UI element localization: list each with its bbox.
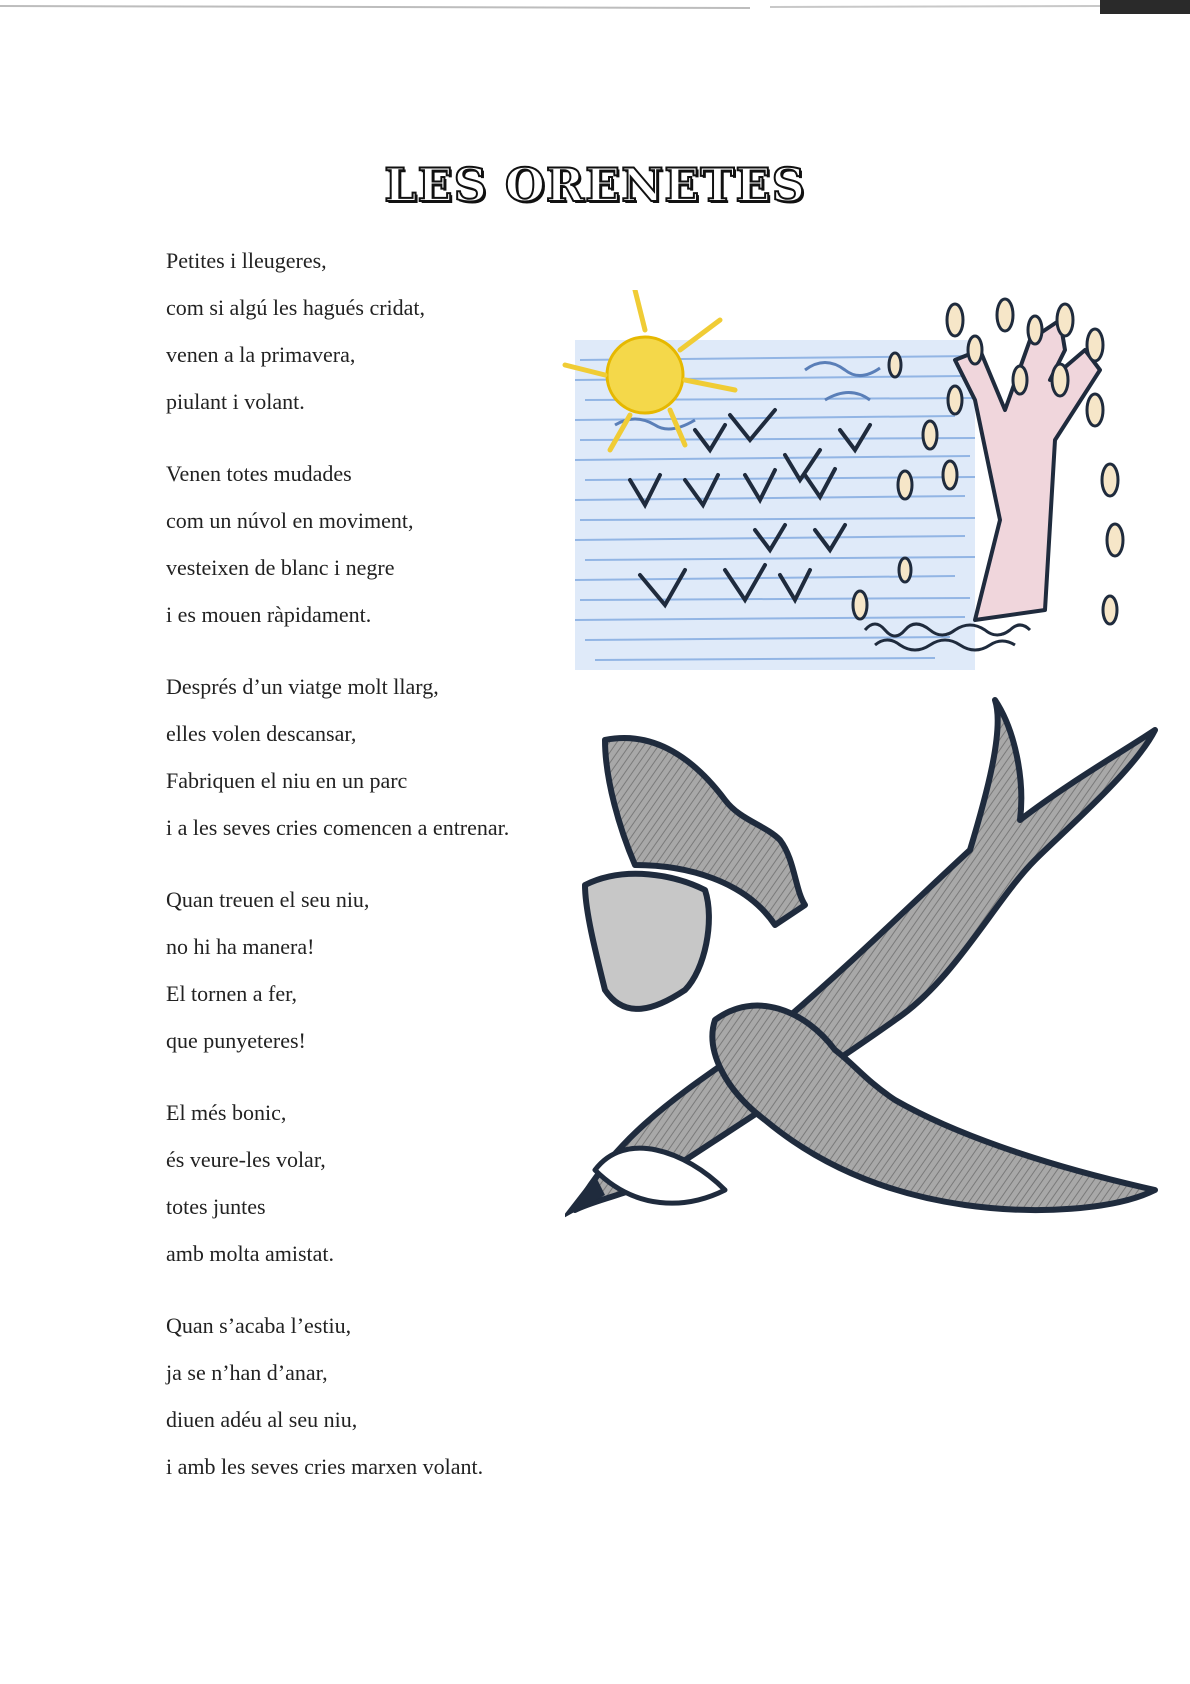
poem-line: venen a la primavera,: [166, 342, 356, 367]
poem-line: com si algú les hagués cridat,: [166, 295, 426, 320]
poem-body: [166, 246, 596, 1524]
stanza-2: [166, 459, 596, 647]
poem-line: totes juntes: [166, 1194, 266, 1219]
stanza-1: [166, 246, 596, 434]
poem-line: i es mouen ràpidament.: [166, 602, 372, 627]
poem-line: Fabriquen el niu en un parc: [166, 768, 408, 793]
poem-line: elles volen descansar,: [166, 721, 357, 746]
poem-line: vesteixen de blanc i negre: [166, 555, 395, 580]
poem-title: LES ORENETES: [384, 158, 806, 212]
poem-line: i amb les seves cries marxen volant.: [166, 1454, 484, 1479]
stanza-3: [166, 672, 596, 860]
poem-line: diuen adéu al seu niu,: [166, 1407, 358, 1432]
stanza-5: [166, 1098, 596, 1286]
poem-line: El tornen a fer,: [166, 981, 298, 1006]
stanza-6: [166, 1311, 596, 1499]
poem-line: piulant i volant.: [166, 389, 305, 414]
swallow-icon: [565, 700, 1155, 1220]
poem-line: Venen totes mudades: [166, 461, 352, 486]
poem-line: Quan s’acaba l’estiu,: [166, 1313, 352, 1338]
poem-line: com un núvol en moviment,: [166, 508, 414, 533]
poem-line: és veure-les volar,: [166, 1147, 326, 1172]
poem-line: no hi ha manera!: [166, 934, 315, 959]
scan-edge: [0, 0, 1190, 16]
swallow-drawing: [565, 690, 1180, 1310]
poem-line: amb molta amistat.: [166, 1241, 335, 1266]
scene-drawing: [555, 290, 1140, 710]
poem-line: Després d’un viatge molt llarg,: [166, 674, 439, 699]
poem-line: Petites i lleugeres,: [166, 248, 327, 273]
poem-line: El més bonic,: [166, 1100, 287, 1125]
stanza-4: [166, 885, 596, 1073]
poem-line: ja se n’han d’anar,: [166, 1360, 328, 1385]
poem-line: i a les seves cries comencen a entrenar.: [166, 815, 510, 840]
poem-line: que punyeteres!: [166, 1028, 306, 1053]
poem-line: Quan treuen el seu niu,: [166, 887, 370, 912]
